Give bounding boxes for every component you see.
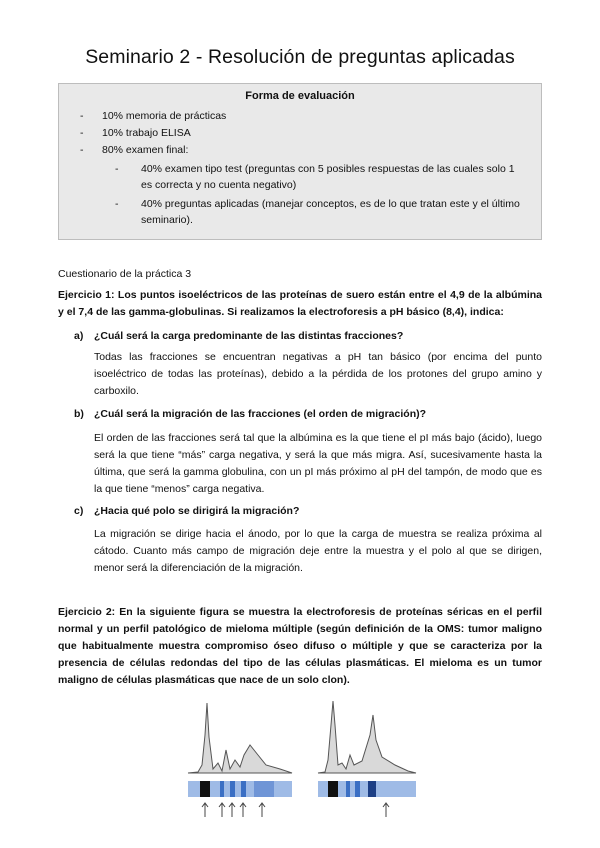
bullet-dash: - (115, 198, 119, 210)
evaluation-item-text: 10% trabajo ELISA (102, 127, 191, 139)
evaluation-box (58, 83, 542, 240)
question-text: ¿Cuál será la migración de las fracciones (el orden de migración)? (94, 408, 427, 420)
band-alpha2 (230, 781, 235, 797)
arrow-icon (383, 803, 389, 817)
bullet-dash: - (80, 144, 84, 156)
myeloma-densitogram (318, 701, 416, 773)
arrow-icon (219, 803, 225, 817)
arrow-icon (202, 803, 208, 817)
evaluation-subitem-text: 40% examen tipo test (preguntas con 5 posibles respuestas de las cuales solo 1 es correcta y no cuenta negativo) (141, 163, 515, 191)
electrophoresis-figure (180, 695, 420, 825)
exercise2-statement: Ejercicio 2: En la siguiente figura se muestra la electroforesis de proteínas séricas en el perfil normal y un perfil patológico de mieloma múltiple (según definición de la OMS: tumor maligno que habitualmente muestra compromiso óseo difuso o múltiple y que se caracteriza por la presencia de células redondas del tipo de las células plasmáticas. El mieloma es un tumor maligno de células plasmáticas que nace de un solo clon). (58, 606, 542, 686)
band-albumin (200, 781, 210, 797)
evaluation-item-text: 80% examen final: (102, 144, 189, 156)
band-beta (241, 781, 246, 797)
arrow-icon (240, 803, 246, 817)
question-text: ¿Cuál será la carga predominante de las distintas fracciones? (94, 330, 404, 342)
arrow-marks (202, 803, 265, 817)
bullet-dash: - (115, 163, 119, 175)
question-letter: c) (74, 505, 84, 517)
evaluation-item-text: 10% memoria de prácticas (102, 110, 227, 122)
myeloma-profile (318, 701, 416, 817)
band-m-spike (368, 781, 376, 797)
band-alpha1 (220, 781, 224, 797)
band-alpha1 (346, 781, 350, 797)
arrow-marks (383, 803, 389, 817)
normal-profile (188, 703, 292, 817)
bullet-dash: - (80, 110, 84, 122)
bullet-dash: - (80, 127, 84, 139)
exercise1-statement: Ejercicio 1: Los puntos isoeléctricos de las proteínas de suero están entre el 4,9 de la albúmina y el 7,4 de las gamma-globulinas. Si realizamos la electroforesis a pH básico (8,4), indica: (58, 289, 542, 318)
page-title: Seminario 2 - Resolución de preguntas aplicadas (85, 46, 515, 68)
question-letter: b) (74, 408, 84, 420)
band-alpha2 (355, 781, 360, 797)
evaluation-subitem-text: 40% preguntas aplicadas (manejar conceptos, es de lo que tratan este y el último seminario). (141, 198, 520, 226)
normal-densitogram (188, 703, 292, 773)
question-letter: a) (74, 330, 84, 342)
answer-c: La migración se dirige hacia el ánodo, por lo que la carga de muestra se realiza próxima al cátodo. Cuanto más campo de migración deje entre la muestra y el polo al que se dirigen, menor será la diferenciación de la migración. (94, 528, 542, 574)
section-title: Cuestionario de la práctica 3 (58, 268, 192, 280)
evaluation-heading: Forma de evaluación (245, 90, 355, 102)
arrow-icon (259, 803, 265, 817)
answer-b: El orden de las fracciones será tal que la albúmina es la que tiene el pI más bajo (ácido), luego será la que tiene “más” carga negativa, y será la que más migra. Así, sucesivamente hasta la última, que será la gamma globulina, con un pI más próximo al pH del tampón, de modo que es la que tiene “menos” carga negativa. (94, 432, 542, 495)
band-albumin (328, 781, 338, 797)
question-text: ¿Hacia qué polo se dirigirá la migración? (94, 505, 300, 517)
arrow-icon (229, 803, 235, 817)
band-gamma (254, 781, 274, 797)
answer-a: Todas las fracciones se encuentran negativas a pH tan básico (por encima del punto isoeléctrico de todas las proteínas), debido a la pérdida de los protones del grupo amino y carboxilo. (94, 351, 542, 397)
